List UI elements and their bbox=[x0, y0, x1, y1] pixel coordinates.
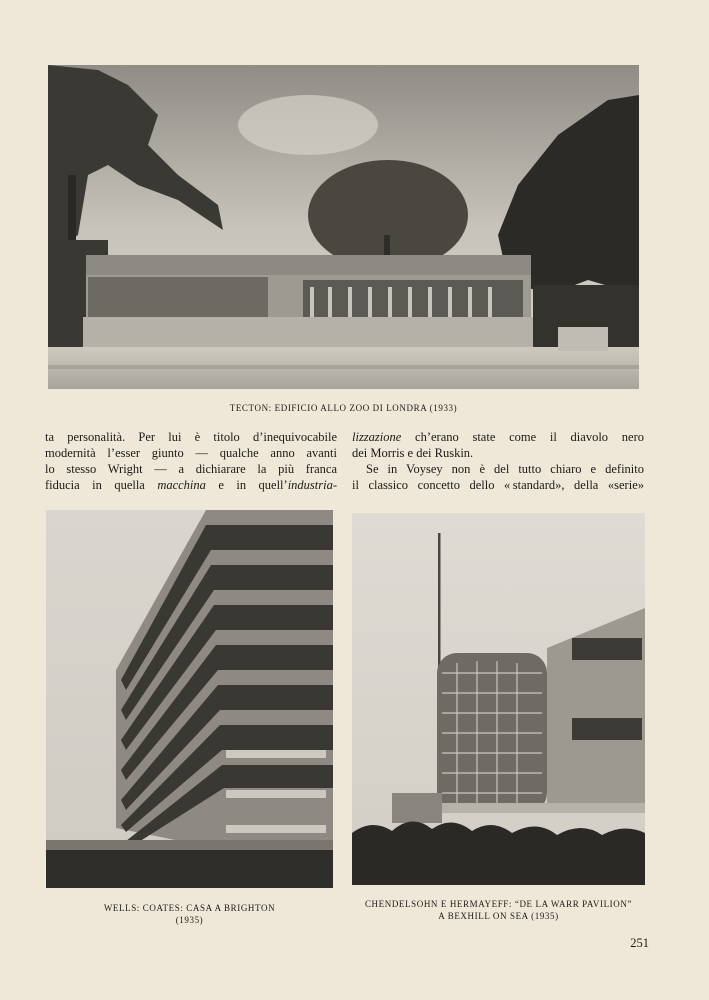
right-line-1 bbox=[352, 429, 644, 445]
right-line-1-rest: ch’erano state come il diavolo nero bbox=[401, 430, 644, 444]
bexhill-caption-line1: CHENDELSOHN E HERMAYEFF: “DE LA WARR PAVILION” bbox=[364, 899, 633, 909]
brighton-caption bbox=[46, 902, 333, 926]
bexhill-caption-line2: A BEXHILL ON SEA (1935) bbox=[438, 911, 559, 921]
page-number: 251 bbox=[630, 936, 649, 950]
left-line-4 bbox=[45, 477, 337, 493]
left-line-3: lo stesso Wright — a dichiarare la più franca bbox=[45, 462, 337, 476]
zoo-photo bbox=[48, 65, 639, 389]
right-line-1-em: lizzazione bbox=[352, 430, 402, 444]
bexhill-caption bbox=[352, 898, 645, 922]
left-line-4-pre: fiducia in quella bbox=[45, 478, 158, 492]
right-text-column bbox=[352, 429, 644, 493]
bexhill-photo bbox=[352, 513, 645, 885]
left-line-2: modernità l’esser giunto — qualche anno avanti bbox=[45, 446, 337, 460]
brighton-caption-line1: WELLS: COATES: CASA A BRIGHTON bbox=[103, 903, 276, 913]
left-text-column bbox=[45, 429, 337, 493]
brighton-caption-line2: (1935) bbox=[175, 915, 204, 925]
zoo-caption-text: TECTON: EDIFICIO ALLO ZOO DI LONDRA (1933) bbox=[229, 403, 458, 413]
brighton-photo bbox=[46, 510, 333, 888]
left-line-4-em: macchina bbox=[157, 478, 206, 492]
left-line-4-post: e in quell’ bbox=[205, 478, 288, 492]
left-line-1: ta personalità. Per lui è titolo d’inequivocabile bbox=[45, 430, 337, 444]
right-line-4: il classico concetto dello « standard», della «serie» bbox=[352, 478, 644, 492]
zoo-caption bbox=[48, 402, 639, 414]
left-line-4-tail: industria- bbox=[287, 478, 337, 492]
right-line-3: Se in Voysey non è del tutto chiaro e definito bbox=[366, 462, 644, 476]
right-line-2: dei Morris e dei Ruskin. bbox=[352, 446, 474, 460]
